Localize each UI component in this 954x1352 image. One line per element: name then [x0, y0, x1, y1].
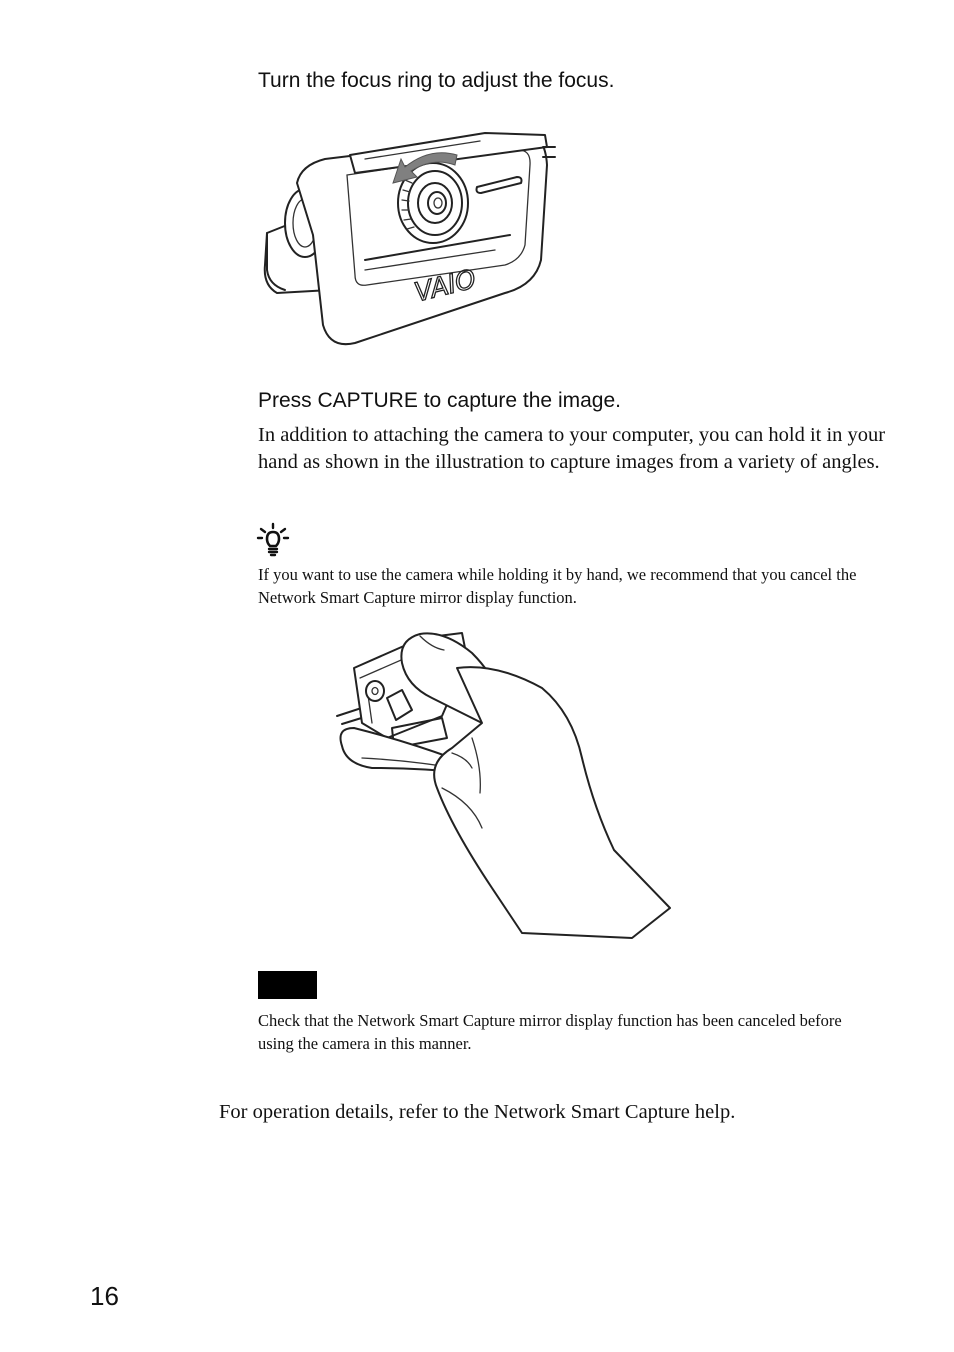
step-capture-instruction: Press CAPTURE to capture the image. [258, 389, 621, 412]
handheld-camera-illustration [332, 628, 677, 938]
step-focus-instruction: Turn the focus ring to adjust the focus. [258, 69, 615, 92]
closing-text: For operation details, refer to the Network Smart Capture help. [219, 1101, 736, 1123]
page-number: 16 [90, 1281, 119, 1311]
hint-text: If you want to use the camera while holding it by hand, we recommend that you cancel the Network Smart Capture mirror display function. [258, 565, 857, 607]
note-text: Check that the Network Smart Capture mirror display function has been canceled before using the camera in this manner. [258, 1011, 842, 1053]
note-label-bar [258, 971, 317, 999]
capture-paragraph: In addition to attaching the camera to your computer, you can hold it in your hand as shown in the illustration to capture images from a variety of angles. [258, 424, 886, 473]
camera-focus-illustration [255, 125, 565, 350]
lightbulb-icon [257, 523, 289, 557]
camera-logo: VAIO [411, 264, 480, 309]
